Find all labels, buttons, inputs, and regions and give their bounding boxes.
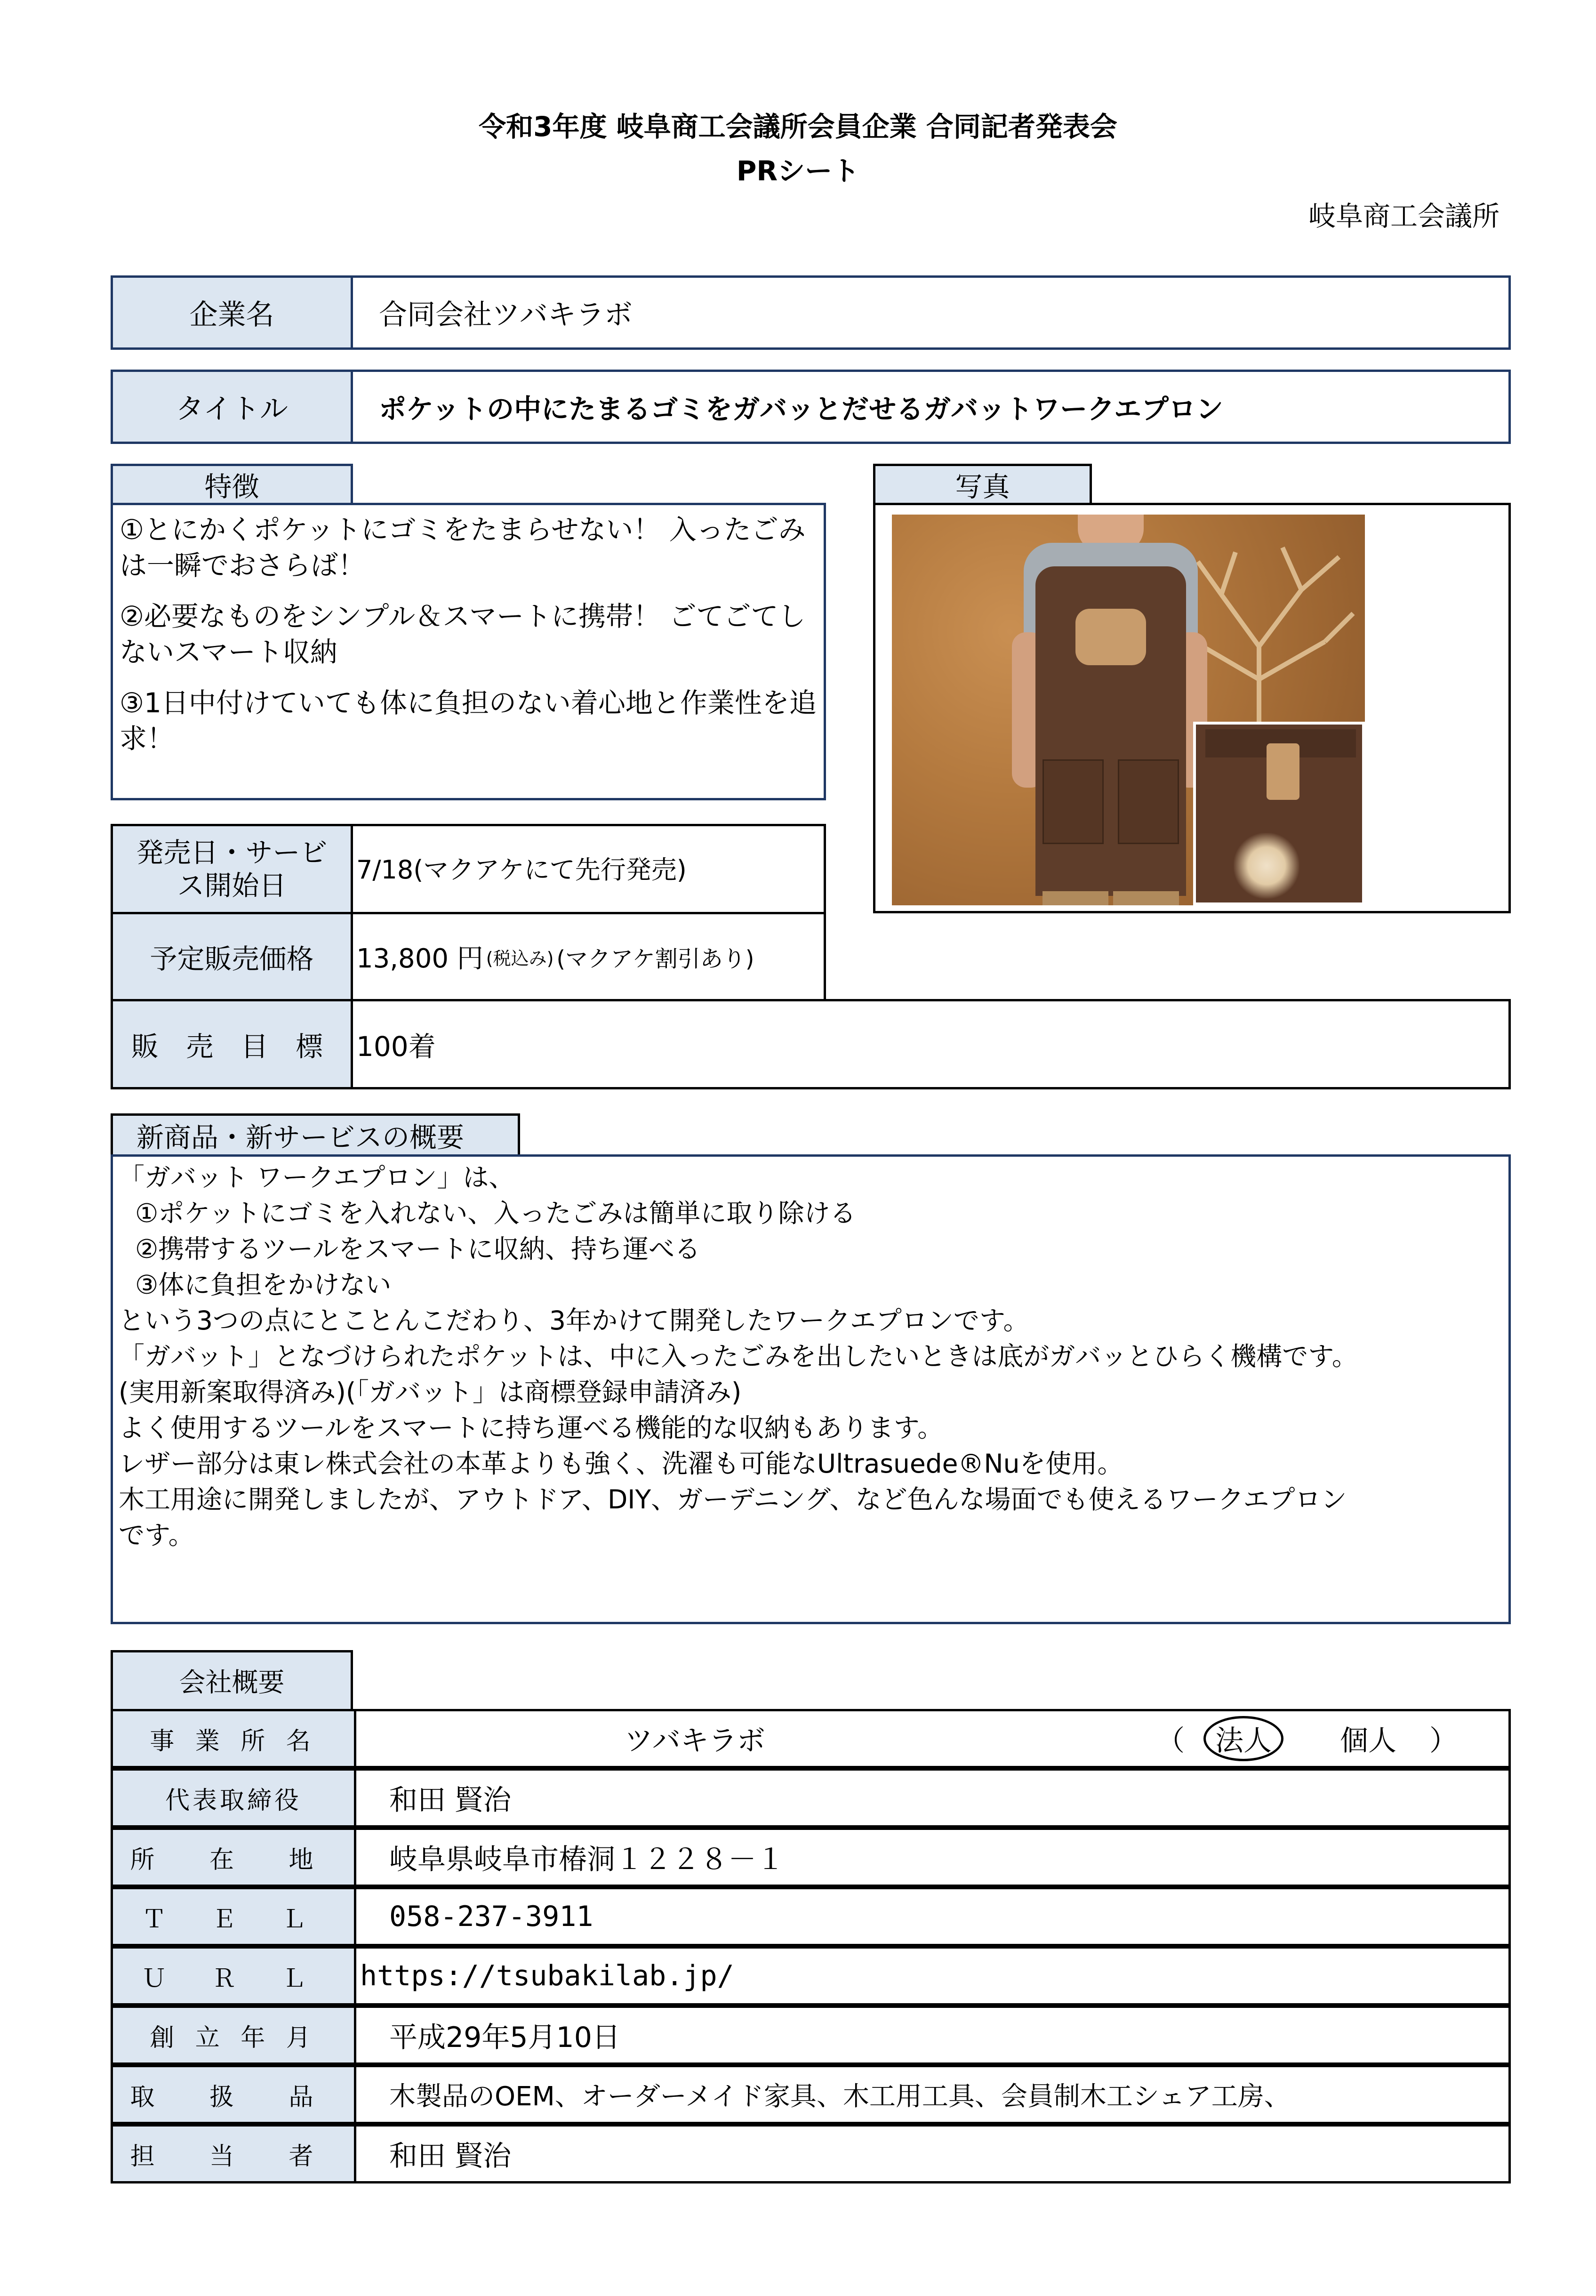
- person-right-leg: [1113, 891, 1179, 905]
- profile-value-tel: 058-237-3911: [356, 1887, 1511, 1946]
- profile-row-products: [111, 2065, 1511, 2124]
- release-date-label: [111, 824, 353, 914]
- organization-name: 岐阜商工会議所: [1308, 200, 1500, 232]
- apron-left-pocket: [1043, 759, 1104, 844]
- photo-frame: [873, 503, 1511, 913]
- features-heading: 特徴: [111, 464, 353, 505]
- entity-open-paren: （: [1156, 1724, 1185, 1757]
- overview-line-4: ③体に負担をかけない: [119, 1270, 392, 1300]
- page-title: 令和3年度 岐阜商工会議所会員企業 合同記者発表会: [479, 111, 1117, 143]
- overview-line-2: ①ポケットにゴミを入れない、入ったごみは簡単に取り除ける: [119, 1198, 856, 1228]
- sales-target-label: 販 売 目 標: [111, 999, 353, 1089]
- title-label: タイトル: [111, 370, 353, 444]
- company-profile-heading: 会社概要: [111, 1650, 353, 1711]
- entity-type-individual: 個人: [1340, 1724, 1396, 1757]
- apron-photo: [892, 515, 1365, 905]
- release-date-value: 7/18(マクアケにて先行発売): [351, 824, 826, 914]
- profile-row-tel: [111, 1887, 1511, 1946]
- overview-line-3: ②携帯するツールをスマートに収納、持ち運べる: [119, 1234, 700, 1264]
- overview-line-9: よく使用するツールをスマートに持ち運べる機能的な収納もあります。: [119, 1413, 944, 1443]
- profile-label-tel: Ｔ Ｅ Ｌ: [111, 1887, 356, 1946]
- profile-value-representative: 和田 賢治: [356, 1768, 1511, 1828]
- overview-line-10: レザー部分は東レ株式会社の本革よりも強く、洗濯も可能なUltrasuede®Nuを使用。: [119, 1449, 1123, 1479]
- apron-leather-patch: [1075, 609, 1146, 665]
- profile-row-contact: [111, 2124, 1511, 2183]
- price-tax-note: (税込み): [486, 948, 554, 969]
- price-value: [351, 912, 826, 1001]
- apron-right-pocket: [1118, 759, 1179, 844]
- page-subtitle: PRシート: [736, 155, 860, 187]
- company-name-label: 企業名: [111, 275, 353, 350]
- profile-value-address: 岐阜県岐阜市椿洞１２２８－１: [356, 1828, 1511, 1887]
- profile-label-address: 所 在 地: [111, 1828, 356, 1887]
- profile-row-representative: [111, 1768, 1511, 1828]
- photo-heading: 写真: [873, 464, 1092, 505]
- profile-row-founded: [111, 2006, 1511, 2065]
- feature-item-1: ①とにかくポケットにゴミをたまらせない！ 入ったごみは一瞬でおさらば！: [120, 514, 806, 581]
- falling-debris: [1234, 833, 1299, 899]
- release-date-label-line2: ス開始日: [177, 870, 287, 902]
- profile-label-founded: 創 立 年 月: [111, 2006, 356, 2065]
- feature-item-2: ②必要なものをシンプル＆スマートに携帯！ ごてごてしないスマート収納: [120, 600, 806, 668]
- profile-value-office: [356, 1709, 1511, 1768]
- profile-row-address: [111, 1828, 1511, 1887]
- profile-row-office: [111, 1709, 1511, 1768]
- release-date-label-line1: 発売日・サービ: [136, 837, 328, 869]
- price-main: 13,800 円: [356, 943, 483, 974]
- overview-line-1: 「ガバット ワークエプロン」は、: [119, 1162, 515, 1192]
- title-value: ポケットの中にたまるゴミをガバッとだせるガバットワークエプロン: [351, 370, 1511, 444]
- profile-label-office: 事 業 所 名: [111, 1709, 356, 1768]
- entity-type-corp-circled: 法人: [1203, 1716, 1283, 1761]
- profile-label-contact: 担 当 者: [111, 2124, 356, 2183]
- price-discount-note: (マクアケ割引あり): [556, 945, 754, 972]
- profile-value-products: 木製品のOEM、オーダーメイド家具、木工用工具、会員制木工シェア工房、: [356, 2065, 1511, 2124]
- pocket-closeup-inset: [1193, 722, 1365, 905]
- profile-value-url[interactable]: https://tsubakilab.jp/: [356, 1946, 1511, 2006]
- features-box: [111, 503, 826, 800]
- overview-box: [111, 1154, 1511, 1624]
- feature-item-3: ③1日中付けていても体に負担のない着心地と作業性を追求！: [120, 687, 817, 755]
- company-name-value: 合同会社ツバキラボ: [351, 275, 1511, 350]
- overview-line-12: 木工用途に開発しましたが、アウトドア、DIY、ガーデニング、など色んな場面でも使えるワークエプロン: [119, 1484, 1347, 1515]
- sales-target-value: 100着: [351, 999, 1511, 1089]
- profile-row-url: [111, 1946, 1511, 2006]
- overview-line-5: という3つの点にとことんこだわり、3年かけて開発したワークエプロンです。: [119, 1305, 1029, 1336]
- overview-line-7: 「ガバット」となづけられたポケットは、中に入ったごみを出したいときは底がガバッとひらく機構です。: [119, 1341, 1358, 1371]
- overview-line-13: です。: [119, 1520, 194, 1550]
- price-label: 予定販売価格: [111, 912, 353, 1001]
- person-left-leg: [1043, 891, 1108, 905]
- profile-label-url: Ｕ Ｒ Ｌ: [111, 1946, 356, 2006]
- overview-line-8: (実用新案取得済み)(「ガバット」は商標登録申請済み): [119, 1377, 742, 1407]
- profile-label-products: 取 扱 品: [111, 2065, 356, 2124]
- entity-close-paren: ）: [1429, 1724, 1458, 1757]
- profile-label-representative: 代表取締役: [111, 1768, 356, 1828]
- profile-value-contact: 和田 賢治: [356, 2124, 1511, 2183]
- closeup-leather-tab: [1267, 743, 1299, 800]
- profile-value-founded: 平成29年5月10日: [356, 2006, 1511, 2065]
- office-name: ツバキラボ: [625, 1724, 765, 1757]
- overview-heading: 新商品・新サービスの概要: [111, 1113, 520, 1157]
